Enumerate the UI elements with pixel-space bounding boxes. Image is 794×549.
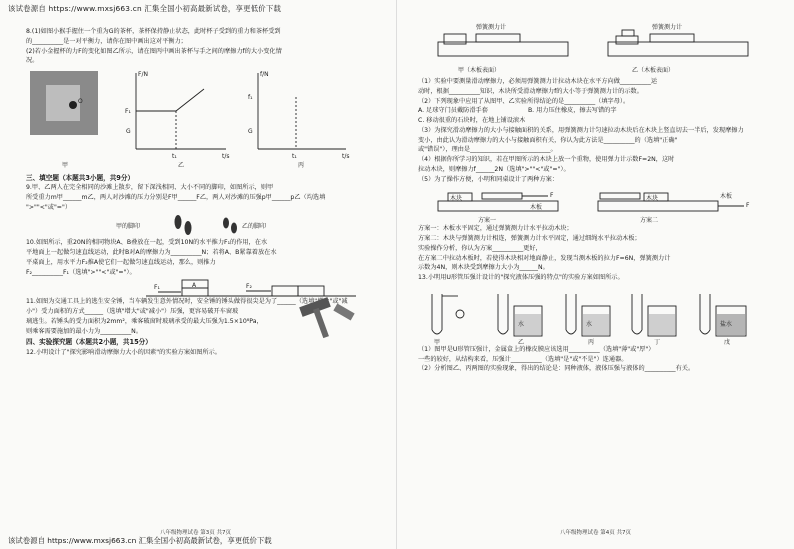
- q12-4-line1: （4）根据你所学习的知识，若在甲图所示的木块上放一个重物，使用弹力计示数F=2N，这时: [418, 156, 675, 163]
- plan1-scale: [482, 193, 522, 199]
- safety-hammer-icon: [294, 294, 358, 342]
- q12-options-row: [418, 107, 774, 117]
- graph-F-t1: t₁: [172, 153, 177, 160]
- liquid-ding: [649, 314, 675, 335]
- caption-yi: 乙: [178, 162, 185, 169]
- graph-F: [125, 71, 230, 160]
- label-O: O: [78, 98, 83, 105]
- plan-line1: 方案一：木板水平固定，通过弹簧测力计水平拉动木块；: [418, 225, 573, 233]
- q12-intro: 12.小明设计了"探究影响滑动摩擦力大小的因素"的实验方案如图所示。: [26, 348, 221, 356]
- meter-label-yi: 弹簧测力计: [652, 24, 683, 31]
- q8-line4: 况。: [26, 57, 39, 65]
- q12-5: （5）为了操作方便，小明和同桌设计了两种方案：: [418, 175, 559, 183]
- utube-wu-tube: [700, 294, 710, 334]
- q8-figure-svg: [26, 67, 366, 171]
- q12-figure-top-svg: [418, 20, 774, 78]
- graph-F-line: [136, 89, 204, 111]
- q11-line1: 11.如图为交通工具上的逃生安全锤，当车辆发生意外情况时，安全锤的锤头做得很尖是为了______（选填"增大"或"减: [26, 298, 348, 306]
- graph-f-f1: f₁: [248, 94, 253, 101]
- q13-cap-wu: 戊: [724, 338, 731, 346]
- graph-F-axis-label: F/N: [138, 71, 148, 78]
- spring-scale-jia: [476, 34, 520, 42]
- q9-figure: [26, 213, 366, 239]
- q11-line2: 小"）受力面积的方式______（选填"增大"或"减小"）压强，更容易破开车窗玻: [26, 308, 239, 316]
- caption-12-yi: 乙（木板表面）: [632, 67, 675, 74]
- q12-3-line1: （3）为探究滑动摩擦力的大小与接触面积的关系，用弹簧测力计匀速拉动木块后在木块上竖直切去一半后，发现摩擦力: [418, 126, 744, 134]
- q12-3-line2: 变小，由此认为滑动摩擦力的大小与接触面积有关，你认为此方法是__________的（选填"正确": [418, 136, 678, 144]
- utube-bing-tube: [566, 294, 576, 334]
- graph-f-taxis: t/s: [342, 153, 350, 160]
- utube-jia-tube: [432, 294, 442, 334]
- utube-bing: [566, 294, 610, 346]
- right-page: [418, 20, 774, 375]
- q10-line2: 平地面上一起做匀速直线运动，此时B对A的摩擦力为__________N；若将A、B紧靠着放在水: [26, 249, 277, 257]
- q9-line3: ">""<"或"="）: [26, 203, 72, 211]
- q12-1-line2: 动时，根据__________知识，木块所受滑动摩擦力f的大小等于弹簧测力计的示数。: [418, 87, 643, 95]
- q13-cap-bing: 丙: [588, 338, 595, 346]
- section-4-heading: 四、实验探究题（本题共2小题，共15分）: [26, 338, 152, 347]
- q8-line2: 的__________是一对平衡力，请你在图中画出这对平衡力；: [26, 37, 187, 45]
- q13-intro: 13.小明用U形管压强计设计的"探究液体压强的特点"的实验方案如图所示。: [418, 274, 624, 281]
- q13-cap-yi: 乙: [518, 338, 525, 346]
- plan-line3: 实验操作分析，你认为方案__________更好，: [418, 244, 542, 252]
- plan1-caption: 方案一: [478, 217, 497, 225]
- q13-1-line2: 一些的较好，从结构来看，压强计__________（选填"是"或"不是"）连通器。: [418, 355, 628, 363]
- section-3-heading: 三、填空题（本题共3小题，共9分）: [26, 174, 135, 182]
- utube-yi: [498, 294, 542, 346]
- plan2-block-label: 木块: [646, 195, 659, 203]
- q12-2: （2）下列现象中应用了从图甲、乙实验所得结论的是__________（填字母）。: [418, 97, 630, 105]
- page-fold: [396, 0, 397, 549]
- spring-scale-yi: [650, 34, 694, 42]
- q13-figure-svg: [418, 284, 774, 346]
- weight-yi: [622, 30, 634, 36]
- block-jia: [444, 34, 466, 44]
- setup-yi: [608, 23, 748, 74]
- left-page: [26, 28, 366, 358]
- right-page-number: 八年级物理试卷 第4页 共7页: [560, 530, 631, 536]
- utube-jia: [432, 294, 464, 346]
- liquid-wu-label: 盐水: [720, 320, 733, 328]
- q11-block: [26, 298, 366, 335]
- q13-cap-ding: 丁: [654, 338, 661, 346]
- plan2-board: [598, 201, 718, 211]
- footprint-b-right: [231, 223, 237, 234]
- footprint-b-left: [223, 218, 229, 229]
- footprint-a-left: [175, 215, 182, 229]
- utube-jia-probe: [456, 310, 464, 318]
- q13-figure: [418, 284, 774, 346]
- caption-12-jia: 甲（木板表面）: [458, 67, 501, 74]
- plan2-scale: [600, 193, 640, 199]
- plan-line2: 方案二：木块与弹簧测力计相连，弹簧测力计水平固定，通过细绳水平拉动木板；: [418, 235, 641, 242]
- q12-1-line1: （1）实验中要测量滑动摩擦力，必须用弹簧测力计拉动木块在水平方向做__________运: [418, 78, 658, 85]
- q9-line2: 所受重力m甲______m乙，两人对沙滩的压力分别是F甲______F乙，两人对沙滩的压强p甲______p乙（均选填: [26, 193, 326, 201]
- utube-ding: [632, 294, 676, 346]
- plan1-F: F: [550, 192, 554, 200]
- setup-jia: [438, 23, 568, 74]
- F2-label: F₂: [246, 283, 252, 291]
- F1-label: F₁: [154, 284, 160, 292]
- plan2-F: F: [746, 202, 750, 210]
- q12-plans-svg: [418, 185, 774, 225]
- block-A-label: A: [192, 282, 197, 290]
- utube-wu: [700, 294, 746, 346]
- graph-f-axis-label: f/N: [260, 71, 269, 78]
- plan2-caption: 方案二: [640, 217, 659, 225]
- footprint-a-right: [185, 221, 192, 235]
- q12-figure-top: [418, 20, 774, 78]
- footprint-b-label: 乙的脚印: [242, 223, 267, 231]
- utube-ding-tube: [632, 294, 642, 334]
- q9-figure-svg: [26, 213, 366, 239]
- graph-F-F1: F₁: [125, 108, 131, 115]
- option-C: C. 移动很重的石块时，在地上铺设滚木: [418, 117, 526, 124]
- plan2-board-label: 木板: [720, 193, 733, 201]
- q11-line3: 璃逃生。若锤头的受力面积为2mm²，乘客破窗时玻璃承受的最大压强为1.5×10⁸Pa，: [26, 317, 263, 325]
- block-B-bottom: [182, 288, 208, 296]
- option-A: A. 足球守门员戴防滑手套: [418, 107, 488, 115]
- plan-line5: 示数为4N，则木块受到摩擦力大小为______N。: [418, 264, 549, 272]
- q9-line1: 9.甲、乙两人在完全相同的沙滩上散步，留下深浅相同、大小不同的脚印，如图所示，则甲: [26, 184, 274, 192]
- plan-line4: 在方案二中拉动木板时，若使得木块相对地面静止，发现当测木板的拉力F=6N，弹簧测力计: [418, 254, 671, 262]
- liquid-bing-label: 水: [586, 320, 593, 328]
- q13-2: （2）分析图乙、丙两图的实验现象，得出的结论是：同种液体，液体压强与液体的__________有关。: [418, 365, 695, 373]
- q10-line1: 10.如图所示，重20N的相同物块A、B叠放在一起，受到10N的水平推力F₁的作用，在水: [26, 239, 268, 247]
- block-yi: [616, 36, 638, 44]
- option-B: B. 用力压住橡皮，擦去写错的字: [527, 107, 617, 115]
- liquid-yi-label: 水: [518, 320, 525, 328]
- footprint-a-label: 甲的脚印: [116, 223, 141, 231]
- graph-f-G: G: [248, 128, 253, 135]
- caption-jia: 甲: [62, 162, 69, 169]
- q12-figure-plans: [418, 185, 774, 225]
- utube-yi-tube: [498, 294, 508, 334]
- q10-line3: 平桌面上，用水平力F₂推A使它们一起做匀速直线运动，那么，则推力: [26, 258, 216, 266]
- left-page-number: 八年级物理试卷 第3页 共7页: [160, 530, 231, 536]
- q8-line3: (2)若小金握杯的力F的变化如图乙所示，请在图丙中画出茶杯与手之间的摩擦力f的大小变化情: [26, 47, 282, 55]
- q8-line1: 8.(1)如图小猴手握住一个重为G的茶杯，茶杯保持静止状态，此时杯子受到的重力和茶杯受到: [26, 28, 281, 35]
- graph-f: [248, 71, 350, 160]
- q11-line4: 则乘客需要施加的最小力为__________N。: [26, 327, 143, 335]
- q12-4-line2: 拉动木块，则摩擦力f______2N（选填">""<"或"="）。: [418, 165, 570, 173]
- caption-bing: 丙: [298, 162, 305, 169]
- q13-cap-jia: 甲: [434, 338, 441, 346]
- plan-two-drawing: [598, 192, 750, 224]
- graph-F-G: G: [126, 128, 131, 135]
- plan1-board-label: 木板: [530, 204, 543, 212]
- q8-figure: [26, 67, 366, 171]
- watermark-bottom: 该试卷源自 https://www.mxsj663.cn 汇集全国小初高最新试卷，享更低价下载: [8, 536, 272, 545]
- point-O: [69, 101, 77, 109]
- q13-1-line1: （1）图甲是U形管压强计，金属盒上的橡皮膜应该选用__________（选填"薄"或"厚"）: [418, 345, 655, 353]
- graph-F-taxis: t/s: [222, 153, 230, 160]
- watermark-top: 该试卷源自 https://www.mxsj663.cn 汇集全国小初高最新试卷，享更低价下载: [8, 4, 282, 13]
- plan-one-drawing: [438, 192, 558, 224]
- q12-3-line3: 或"错误"），理由是__________________________。: [418, 146, 557, 154]
- meter-label-jia: 弹簧测力计: [476, 24, 507, 31]
- graph-f-t1: t₁: [292, 153, 297, 160]
- plan1-block-label: 木块: [450, 195, 463, 203]
- q10-line4: F₂__________F₁（选填">""<"或"="）。: [26, 268, 136, 276]
